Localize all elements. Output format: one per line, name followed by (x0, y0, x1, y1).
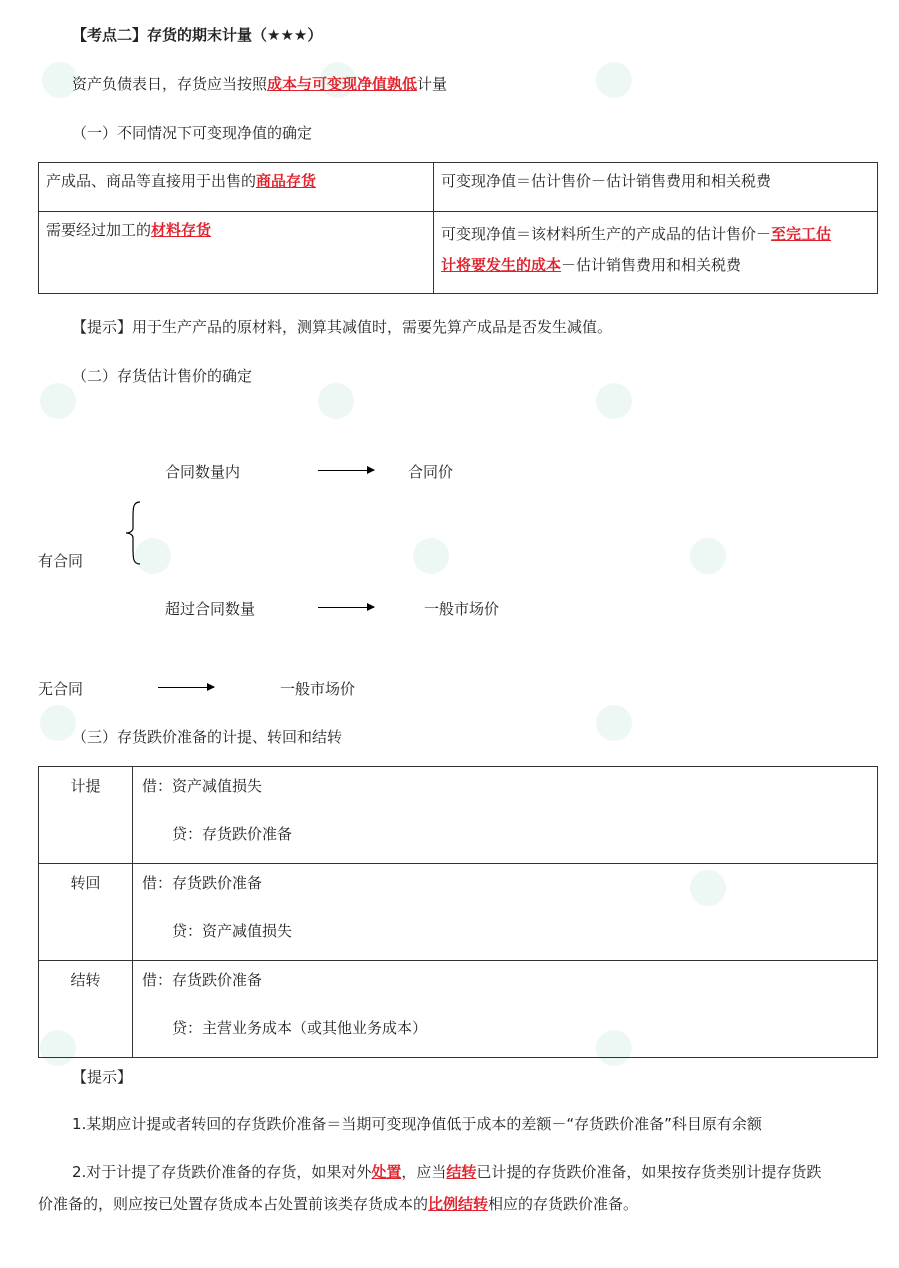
credit-entry: 贷：资产减值损失 (172, 922, 293, 940)
with-contract-label: 有合同 (38, 552, 84, 570)
nrv-formula: 可变现净值＝该材料所生产的产成品的估计售价－ (441, 225, 772, 243)
market-price-label: 一般市场价 (424, 600, 500, 618)
intro-line (72, 73, 447, 94)
credit-entry: 贷：存货跌价准备 (172, 825, 293, 843)
tip-2-item-1: 1.某期应计提或者转回的存货跌价准备＝当期可变现净值低于成本的差额－“存货跌价准备”科目原有余额 (72, 1115, 762, 1133)
nrv-row-highlight: 商品存货 (256, 172, 317, 190)
no-contract-label: 无合同 (38, 680, 84, 698)
arrow-icon (318, 607, 374, 608)
watermark-logo (596, 62, 632, 98)
entry-label: 计提 (70, 777, 101, 795)
entry-label: 结转 (70, 971, 101, 989)
nrv-formula: 可变现净值＝估计售价－估计销售费用和相关税费 (441, 172, 772, 190)
tip-highlight: 比例结转 (428, 1195, 489, 1213)
nrv-table (38, 162, 878, 294)
watermark-logo (318, 383, 354, 419)
within-qty-label: 合同数量内 (165, 463, 241, 481)
entry-label: 转回 (70, 874, 101, 892)
nrv-row-label: 产成品、商品等直接用于出售的 (46, 172, 257, 190)
tip-text: 已计提的存货跌价准备，如果按存货类别计提存货跌 (476, 1163, 822, 1181)
market-price-label: 一般市场价 (280, 680, 356, 698)
provision-table (38, 766, 878, 1058)
left-brace-icon (124, 500, 144, 566)
debit-entry: 借：存货跌价准备 (142, 874, 263, 892)
heading-prefix: 【考点二】 (72, 26, 148, 44)
tip-text: 相应的存货跌价准备。 (488, 1195, 639, 1213)
debit-entry: 借：存货跌价准备 (142, 971, 263, 989)
section1-title: （一）不同情况下可变现净值的确定 (72, 124, 313, 142)
watermark-logo (596, 705, 632, 741)
nrv-row-label: 需要经过加工的 (46, 221, 152, 239)
watermark-logo (40, 383, 76, 419)
tip-text: ，应当 (401, 1163, 447, 1181)
watermark-logo (40, 705, 76, 741)
nrv-formula-end: －估计销售费用和相关税费 (561, 256, 742, 274)
nrv-formula-highlight: 至完工估 (771, 225, 832, 243)
watermark-logo (596, 383, 632, 419)
nrv-formula-highlight: 计将要发生的成本 (441, 256, 562, 274)
section2-title: （二）存货估计售价的确定 (72, 367, 253, 385)
intro-text: 资产负债表日，存货应当按照 (72, 75, 268, 93)
heading-title: 存货的期末计量（★★★） (147, 26, 323, 44)
tip-text: 2.对于计提了存货跌价准备的存货，如果对外 (72, 1163, 372, 1181)
tip-2-label: 【提示】 (72, 1068, 133, 1086)
contract-price-label: 合同价 (408, 463, 454, 481)
tip-2-item-2-cont (38, 1193, 638, 1214)
exceed-qty-label: 超过合同数量 (165, 600, 256, 618)
tip-1: 【提示】用于生产产品的原材料，测算其减值时，需要先算产成品是否发生减值。 (72, 318, 613, 336)
arrow-icon (318, 470, 374, 471)
watermark-logo (413, 538, 449, 574)
section3-title: （三）存货跌价准备的计提、转回和结转 (72, 728, 343, 746)
tip-text: 价准备的，则应按已处置存货成本占处置前该类存货成本的 (38, 1195, 429, 1213)
watermark-logo (690, 538, 726, 574)
arrow-icon (158, 687, 214, 688)
debit-entry: 借：资产减值损失 (142, 777, 263, 795)
nrv-row-highlight: 材料存货 (151, 221, 212, 239)
credit-entry: 贷：主营业务成本（或其他业务成本） (172, 1019, 428, 1037)
intro-text-end: 计量 (417, 75, 448, 93)
intro-highlight: 成本与可变现净值孰低 (267, 75, 418, 93)
tip-highlight: 结转 (446, 1163, 477, 1181)
page-heading (72, 24, 322, 45)
tip-highlight: 处置 (371, 1163, 402, 1181)
tip-2-item-2 (72, 1161, 821, 1182)
